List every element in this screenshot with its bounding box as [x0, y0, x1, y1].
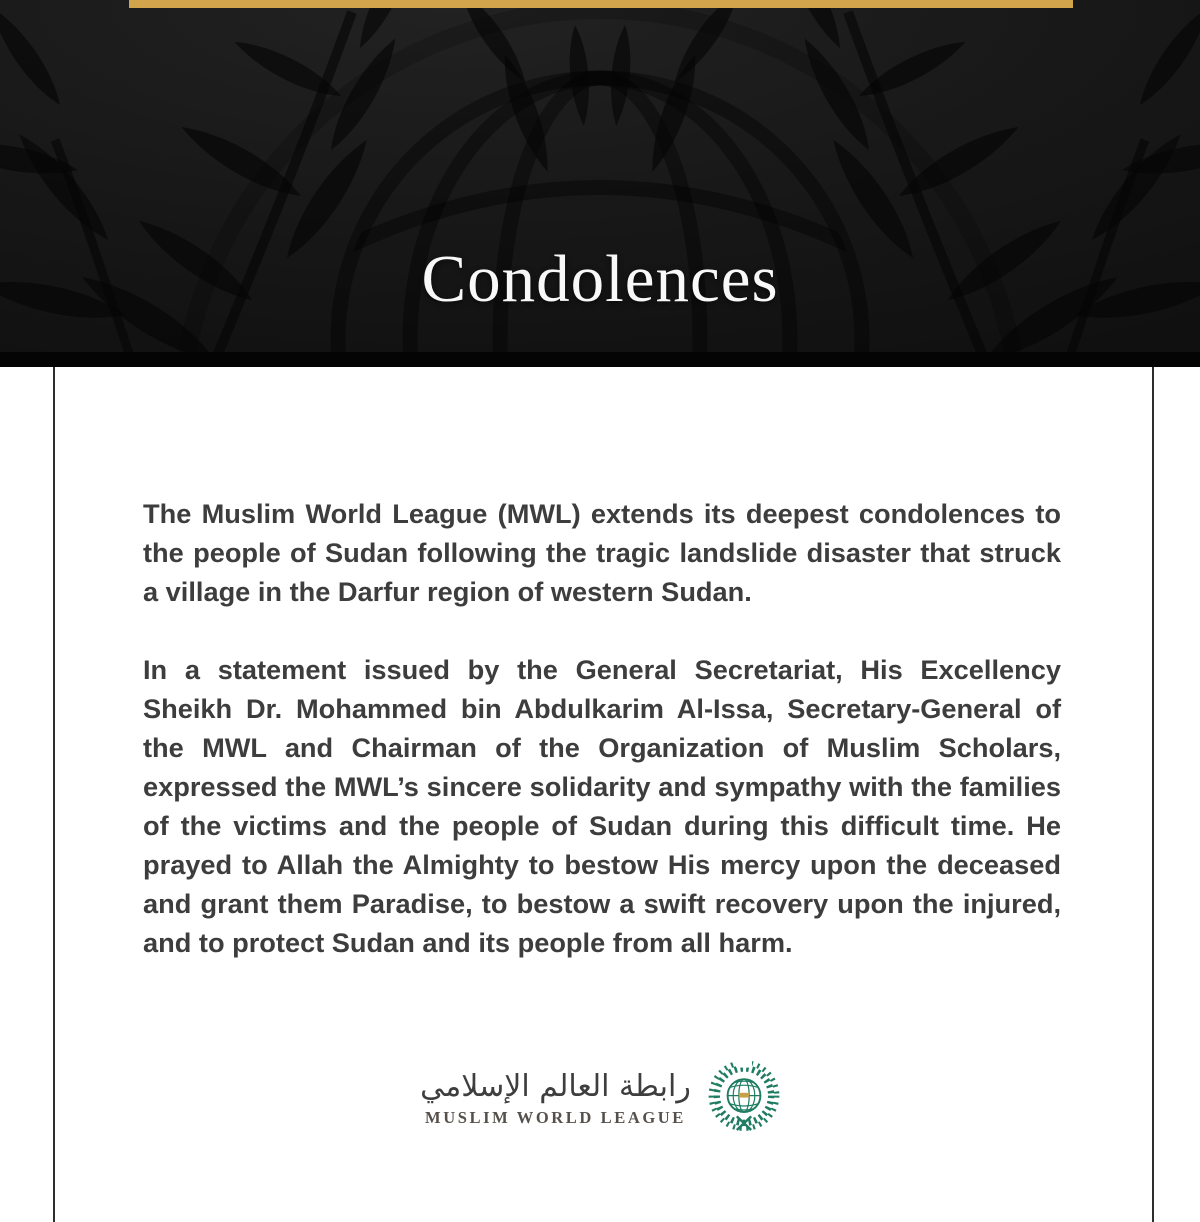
mwl-logo [143, 1058, 1061, 1138]
content-area [0, 367, 1200, 1222]
mwl-english-name: MUSLIM WORLD LEAGUE [425, 1107, 686, 1127]
gold-accent-bar [129, 0, 1073, 8]
statement-body [143, 494, 1061, 962]
statement-paragraph-2: In a statement issued by the General Secretariat, His Excellency Sheikh Dr. Mohammed bin Abdulkarim Al-Issa, Secretary-General of the MWL and Chairman of the Organization of Muslim Scholars, expressed the MWL’s sincere solidarity and sympathy with the families of the victims and the people of Sudan during this difficult time. He prayed to Allah the Almighty to bestow His mercy upon the deceased and grant them Paradise, to bestow a swift recovery upon the injured, and to protect Sudan and its people from all harm. [143, 654, 1061, 958]
mwl-arabic-name: رابطة العالم الإسلامي [420, 1068, 691, 1104]
statement-card [53, 367, 1154, 1222]
statement-paragraph-1: The Muslim World League (MWL) extends its deepest condolences to the people of Sudan following the tragic landslide disaster that struck a village in the Darfur region of western Sudan. [143, 498, 1061, 607]
mwl-wreath-globe-emblem-icon [704, 1058, 784, 1138]
header-bottom-strip [0, 352, 1200, 367]
page-title: Condolences [421, 242, 779, 316]
mwl-wordmark [420, 1069, 691, 1128]
header-banner [0, 0, 1200, 367]
